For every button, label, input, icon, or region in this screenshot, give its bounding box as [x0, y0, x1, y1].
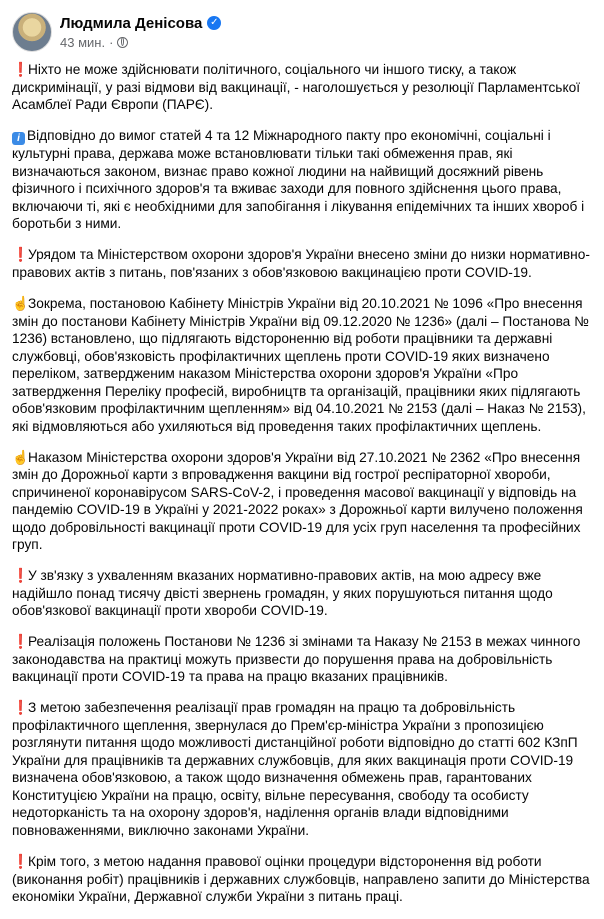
author-avatar[interactable] — [12, 12, 52, 52]
post-timestamp[interactable]: 43 мин. — [60, 34, 106, 50]
timestamp-row — [60, 35, 221, 50]
post-paragraph — [12, 853, 592, 906]
globe-icon[interactable] — [117, 37, 128, 48]
post-meta — [60, 15, 221, 50]
paragraph-text: Реалізація положень Постанови № 1236 зі змінами та Наказу № 2153 в межах чинного законодавства на практиці можуть призвести до порушення права на добровільність вакцинації проти COVID-19 та права на працю вказаних працівників. — [12, 634, 581, 685]
post-paragraph — [12, 295, 592, 435]
paragraph-text: Відповідно до вимог статей 4 та 12 Міжнародного пакту про економічні, соціальні і культурні права, держава може встановлювати тільки такі обмеження прав, які визначаються законом, визнає право кожної людини на найвищий досяжний рівень фізичного і психічного здоров'я та вживає заходи для повного здійснення цього права, включаючи ті, які є необхідними для запобігання і лікування епідемічних та інших хвороб і боротьби з ними. — [12, 128, 585, 232]
red-exclamation-icon: ❗ — [12, 854, 30, 869]
paragraph-text: У зв'язку з ухваленням вказаних нормативно-правових актів, на мою адресу вже надійшло понад тисячу двісті звернень громадян, у яких порушуються питання щодо обов'язкової вакцинації проти хвороби COVID-19. — [12, 568, 553, 619]
post-paragraph — [12, 699, 592, 839]
paragraph-text: Зокрема, постановою Кабінету Міністрів України від 20.10.2021 № 1096 «Про внесення змін до постанови Кабінету Міністрів України від 09.12.2020 № 1236» (далі – Постанова № 1236) встановлено, що підлягають відстороненню від роботи працівники та державні службовці, обов'язковість профілактичних щеплень проти COVID-19 яких визначено переліком, затвердженим наказом Міністерства охорони здоров'я України «Про затвердження Переліку професій, виробництв та організацій, працівники яких підлягають обов'язковим профілактичним щепленням» від 04.10.2021 № 2153 (далі – Наказ № 2153), які відмовляються або ухиляються від проведення таких профілактичних щеплень. — [12, 296, 589, 434]
post-paragraph — [12, 633, 592, 686]
red-exclamation-icon: ❗ — [12, 634, 30, 650]
red-exclamation-icon: ❗ — [12, 700, 30, 716]
paragraph-text: З метою забезпечення реалізації прав громадян на працю та добровільність профілактичного щеплення, звернулася до Прем'єр-міністра України з пропозицією розглянути питання щодо можливості дистанційної роботи відповідно до статті 602 КЗпП України для працівників та державних службовців, для яких вакцинація проти COVID-19 визначена обов'язковою, а також щодо визначення обмежень прав, гарантованих Конституцією України на працю, освіту, вільне пересування, свободу та особисту недоторканість та на охорону здоров'я, наділення органів влади відповідними повноваженнями, виключно законами України. — [12, 700, 578, 838]
pointing-hand-icon: ☝ — [12, 296, 30, 312]
meta-separator: · — [109, 34, 114, 50]
post-paragraph — [12, 567, 592, 620]
red-exclamation-icon: ❗ — [12, 62, 30, 77]
post-paragraph — [12, 246, 592, 281]
post-paragraph — [12, 449, 592, 554]
post-header — [12, 10, 221, 54]
paragraph-text: Ніхто не може здійснювати політичного, соціального чи іншого тиску, а також дискримінації, у разі відмови від вакцинації, - наголошується у резолюції Парламентської Асамблеї Ради Європи (ПАРЄ). — [12, 62, 580, 112]
author-name[interactable]: Людмила Денісова — [60, 14, 203, 32]
post-paragraph — [12, 61, 592, 114]
red-exclamation-icon: ❗ — [12, 568, 30, 584]
pointing-hand-icon: ☝ — [12, 449, 30, 465]
info-icon: i — [12, 132, 25, 145]
post-body — [12, 61, 592, 919]
paragraph-text: Урядом та Міністерством охорони здоров'я України внесено зміни до низки нормативно-правових актів з питань, пов'язаних з обов'язковою вакцинацією проти COVID-19. — [12, 247, 590, 280]
paragraph-text: Наказом Міністерства охорони здоров'я України від 27.10.2021 № 2362 «Про внесення змін до Дорожньої карти з впровадження вакцини від гострої респіраторної хвороби, спричиненої коронавірусом SARS-CoV-2, і проведення масової вакцинації у відповідь на пандемію COVID-19 в Україні у 2021-2022 роках» з Дорожньої карти вилучено положення щодо добровільності вакцинації проти COVID-19 для усіх груп населення та професійних груп. — [12, 449, 583, 553]
verified-badge-icon: ✓ — [207, 16, 221, 30]
red-exclamation-icon: ❗ — [12, 247, 30, 263]
post-paragraph — [12, 127, 592, 233]
paragraph-text: Крім того, з метою надання правової оцінки процедури відсторонення від роботи (виконання робіт) працівників і державних службовців, направлено запити до Міністерства економіки України, Державної служби України з питань праці. — [12, 854, 590, 904]
author-row — [60, 15, 221, 32]
